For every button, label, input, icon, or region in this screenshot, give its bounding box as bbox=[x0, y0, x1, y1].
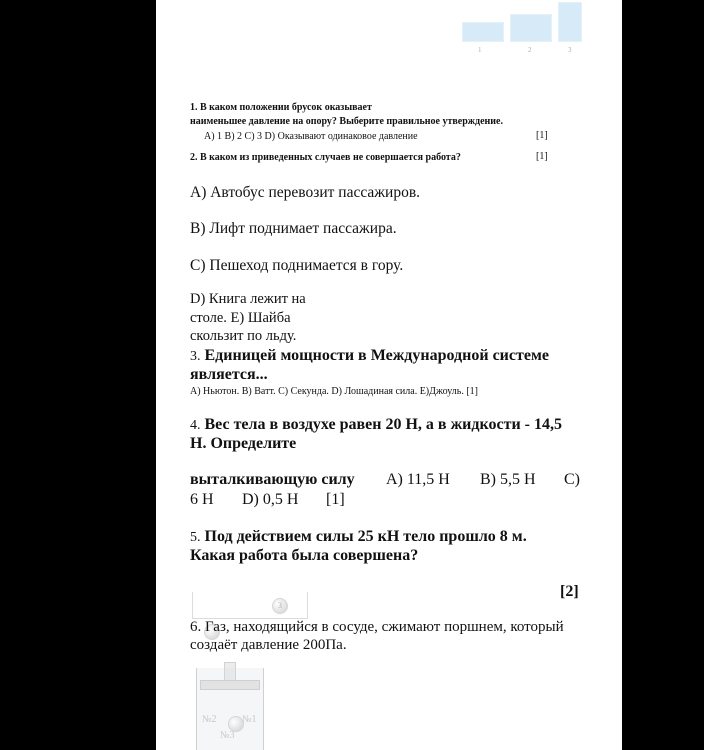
q5-title-line2: Какая работа была совершена? bbox=[190, 547, 419, 564]
q4-option-d: D) 0,5 Н bbox=[242, 491, 299, 508]
brick-label-1: 1 bbox=[478, 46, 482, 54]
q3-number: 3. bbox=[190, 349, 201, 364]
q2-option-d-line1: D) Книга лежит на bbox=[190, 291, 306, 307]
q4-option-c-label: C) bbox=[564, 471, 580, 488]
q3-title-text: Единицей мощности в Международной системе bbox=[204, 347, 549, 364]
q2-mark: [1] bbox=[536, 151, 548, 162]
q1-title-line1: 1. В каком положении брусок оказывает bbox=[190, 102, 372, 113]
q5-mark: [2] bbox=[560, 583, 579, 600]
q3-title-line2: является... bbox=[190, 366, 268, 383]
piston bbox=[200, 680, 260, 690]
q6-line1: 6. Газ, находящийся в сосуде, сжимают поршнем, который bbox=[190, 619, 564, 635]
q6-line2: создаёт давление 200Па. bbox=[190, 637, 347, 653]
q3-options: A) Ньютон. B) Ватт. C) Секунда. D) Лошадиная сила. E)Джоуль. [1] bbox=[190, 386, 479, 397]
q5-title-text: Под действием силы 25 кН тело прошло 8 м. bbox=[204, 528, 527, 545]
q4-option-b: B) 5,5 Н bbox=[480, 471, 536, 488]
bricks-figure bbox=[462, 4, 588, 54]
vessel-label-1: №1 bbox=[242, 714, 257, 725]
q4-title-line1 bbox=[190, 415, 562, 436]
q4-title-line2: Н. Определите bbox=[190, 435, 297, 452]
vessel-label-3: №3 bbox=[220, 730, 235, 741]
worksheet-page bbox=[156, 0, 622, 750]
q1-title-line2: наименьшее давление на опору? Выберите правильное утверждение. bbox=[190, 116, 503, 127]
vessel-figure-top bbox=[192, 592, 308, 619]
q5-number: 5. bbox=[190, 530, 201, 545]
q4-option-a: A) 11,5 Н bbox=[386, 471, 450, 488]
q1-options: A) 1 B) 2 C) 3 D) Оказывают одинаковое давление bbox=[204, 131, 418, 142]
q1-mark: [1] bbox=[536, 130, 548, 141]
ball-3: 3 bbox=[272, 598, 288, 614]
q4-number: 4. bbox=[190, 418, 201, 433]
q4-title-text: Вес тела в воздухе равен 20 Н, а в жидкости - 14,5 bbox=[204, 416, 562, 433]
q3-title-line1 bbox=[190, 346, 549, 367]
brick-label-2: 2 bbox=[528, 46, 532, 54]
q2-option-d-line2: столе. E) Шайба bbox=[190, 310, 291, 326]
q2-title: 2. В каком из приведенных случаев не совершается работа? bbox=[190, 152, 461, 163]
q4-mark: [1] bbox=[326, 491, 345, 508]
q2-option-d-line3: скользит по льду. bbox=[190, 328, 297, 344]
q2-option-c: C) Пешеход поднимается в гору. bbox=[190, 257, 404, 274]
q2-option-b: B) Лифт поднимает пассажира. bbox=[190, 220, 397, 237]
vessel-label-2: №2 bbox=[202, 714, 217, 725]
q5-title-line1 bbox=[190, 527, 527, 548]
brick-label-3: 3 bbox=[568, 46, 572, 54]
q2-option-a: A) Автобус перевозит пассажиров. bbox=[190, 184, 421, 201]
q4-option-c-value: 6 Н bbox=[190, 491, 214, 508]
q4-title-line3: выталкивающую силу bbox=[190, 471, 355, 488]
